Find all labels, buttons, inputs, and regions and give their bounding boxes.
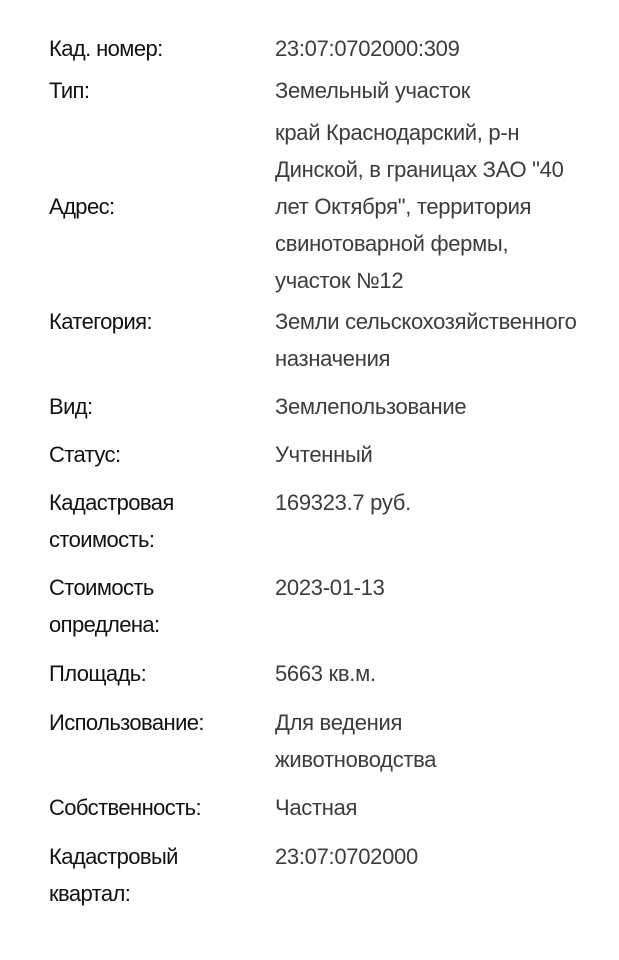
field-label-kind: Вид: xyxy=(49,394,93,419)
field-label-status: Статус: xyxy=(49,442,121,467)
field-value-cadastral-quarter: 23:07:0702000 xyxy=(275,844,418,869)
field-value-category: Земли сельскохозяйственного назначения xyxy=(275,309,577,371)
field-value-area: 5663 кв.м. xyxy=(275,661,376,686)
field-label-address: Адрес: xyxy=(49,194,115,219)
field-value-address: край Краснодарский, р-н Динской, в границах ЗАО "40 лет Октября", территория свинотоварной фермы, участок №12 xyxy=(275,120,564,293)
field-label-usage: Использование: xyxy=(49,710,204,735)
field-label-ownership: Собственность: xyxy=(49,795,202,820)
field-label-cadastral-number: Кад. номер: xyxy=(49,36,163,61)
field-value-type: Земельный участок xyxy=(275,78,471,103)
field-value-status: Учтенный xyxy=(275,442,373,467)
field-label-value-date: Стоимость опредлена: xyxy=(49,575,160,637)
field-label-type: Тип: xyxy=(49,78,90,103)
field-value-value-date: 2023-01-13 xyxy=(275,575,385,600)
field-value-ownership: Частная xyxy=(275,795,358,820)
field-value-cadastral-number: 23:07:0702000:309 xyxy=(275,36,460,61)
field-value-usage: Для ведения животноводства xyxy=(275,710,437,772)
field-label-cadastral-quarter: Кадастровый квартал: xyxy=(49,844,178,906)
field-label-category: Категория: xyxy=(49,309,152,334)
field-value-cadastral-value: 169323.7 руб. xyxy=(275,490,411,515)
field-value-kind: Землепользование xyxy=(275,394,467,419)
field-label-cadastral-value: Кадастровая стоимость: xyxy=(49,490,174,552)
field-label-area: Площадь: xyxy=(49,661,147,686)
